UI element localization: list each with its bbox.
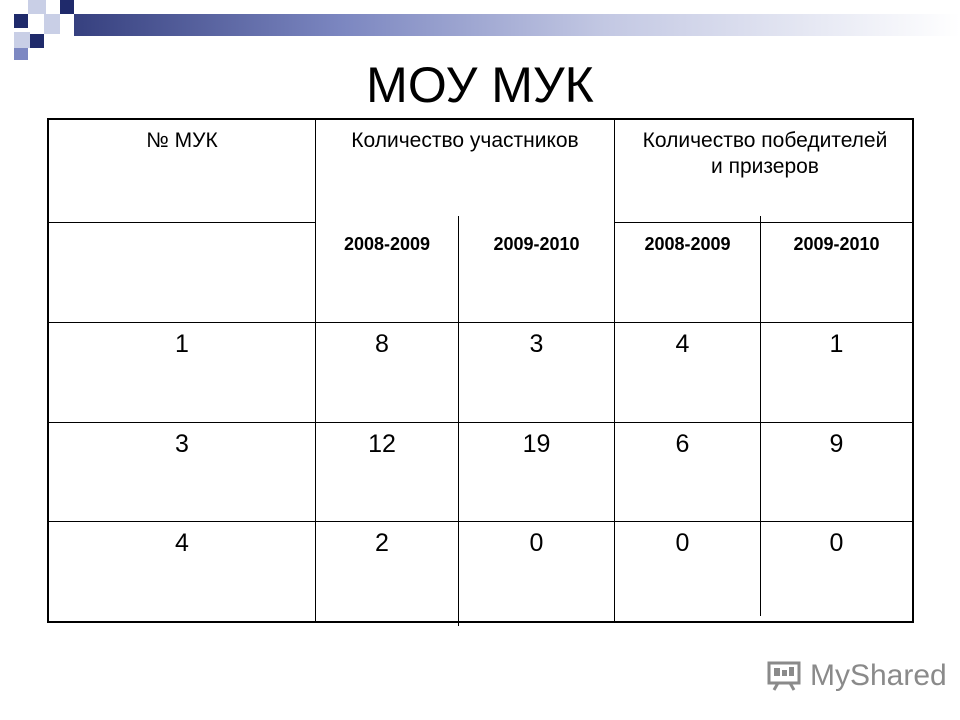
year-header: 2008-2009 — [343, 234, 431, 254]
table-cell: 0 — [829, 529, 844, 557]
year-header: 2008-2009 — [644, 234, 731, 254]
header-participants: Количество участников — [351, 129, 579, 152]
year-header: 2009-2010 — [493, 234, 580, 254]
row-divider — [47, 222, 316, 223]
table-cell: 8 — [375, 330, 389, 358]
table-cell: 2 — [375, 529, 389, 557]
row-divider — [614, 222, 914, 223]
table-cell: 0 — [529, 529, 544, 557]
table-cell: 4 — [175, 529, 189, 557]
table-cell: 1 — [175, 330, 189, 358]
slide-title: МОУ МУК — [366, 57, 594, 113]
table-border-top — [47, 118, 914, 120]
table-border-bottom — [47, 621, 914, 623]
myshared-logo — [766, 656, 947, 696]
header-muk: № МУК — [146, 129, 218, 152]
table-cell: 12 — [368, 430, 396, 458]
year-header: 2009-2010 — [793, 234, 880, 254]
row-divider — [47, 422, 914, 423]
table-cell: 1 — [829, 330, 844, 358]
row-divider — [47, 322, 914, 323]
table-cell: 4 — [675, 330, 690, 358]
table-cell: 3 — [175, 430, 189, 458]
table-border-right — [912, 118, 914, 623]
table-cell: 0 — [675, 529, 690, 557]
col-divider — [458, 216, 459, 626]
table-cell: 6 — [675, 430, 690, 458]
logo-text: MyShared — [810, 659, 947, 692]
table-cell: 3 — [529, 330, 544, 358]
presentation-board-icon — [766, 661, 802, 691]
row-divider — [47, 521, 914, 522]
table-cell: 19 — [522, 430, 551, 458]
header-winners: Количество победителей и призеров — [642, 129, 888, 178]
table-cell: 9 — [829, 430, 844, 458]
